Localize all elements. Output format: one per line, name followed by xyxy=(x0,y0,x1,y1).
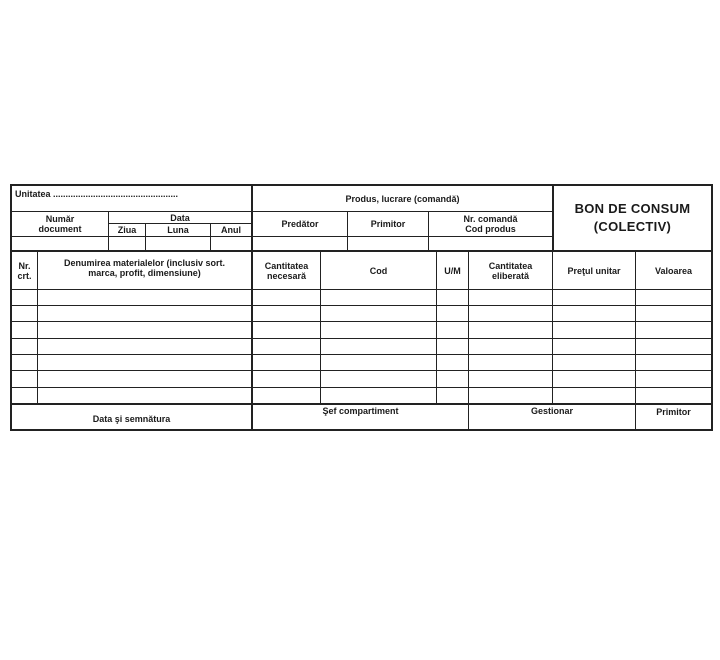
anul-label: Anul xyxy=(221,225,241,235)
primitor-footer-label: Primitor xyxy=(656,407,691,417)
gestionar-label: Gestionar xyxy=(530,406,573,416)
table-row-line-1 xyxy=(10,305,713,306)
cantitatea-necesara-header: Cantitatea necesară xyxy=(264,260,309,281)
nr-comanda-label: Nr. comandă Cod produs xyxy=(463,214,518,234)
table-row-line-4 xyxy=(10,354,713,355)
valoarea-header: Valoarea xyxy=(654,265,693,276)
header-line-under-labels xyxy=(10,236,553,237)
data-semnatura-label: Data şi semnătura xyxy=(92,413,171,424)
cod-header: Cod xyxy=(369,265,388,276)
cantitatea-eliberata-header: Cantitatea eliberată xyxy=(488,260,533,281)
denumirea-header: Denumirea materialelor (inclusiv sort. marca, profit, dimensiune) xyxy=(63,258,226,278)
ziua-label: Ziua xyxy=(117,225,137,235)
table-line-header-bottom xyxy=(10,289,713,290)
form-title xyxy=(554,186,711,250)
unitatea-label: Unitatea .................................................. xyxy=(15,189,179,199)
form-title-line-2: (COLECTIV) xyxy=(593,219,672,234)
frame-bottom xyxy=(10,429,713,431)
predator-label: Predător xyxy=(281,219,319,229)
data-label: Data xyxy=(170,212,190,223)
form-title-line-1: BON DE CONSUM xyxy=(574,201,691,216)
numar-document-label: Număr document xyxy=(38,214,82,234)
sef-compartiment-label: Şef compartiment xyxy=(322,406,399,416)
primitor-header-label: Primitor xyxy=(370,219,406,229)
table-row-line-3 xyxy=(10,338,713,339)
table-row-line-2 xyxy=(10,321,713,322)
luna-label: Luna xyxy=(167,225,189,235)
nr-crt-header: Nr. crt. xyxy=(17,260,32,281)
frame-right xyxy=(711,184,713,431)
um-header: U/M xyxy=(444,265,461,276)
produs-label: Produs, lucrare (comandă) xyxy=(345,193,460,204)
pretul-unitar-header: Preţul unitar xyxy=(567,265,621,276)
table-row-line-5 xyxy=(10,370,713,371)
table-row-line-6 xyxy=(10,387,713,388)
